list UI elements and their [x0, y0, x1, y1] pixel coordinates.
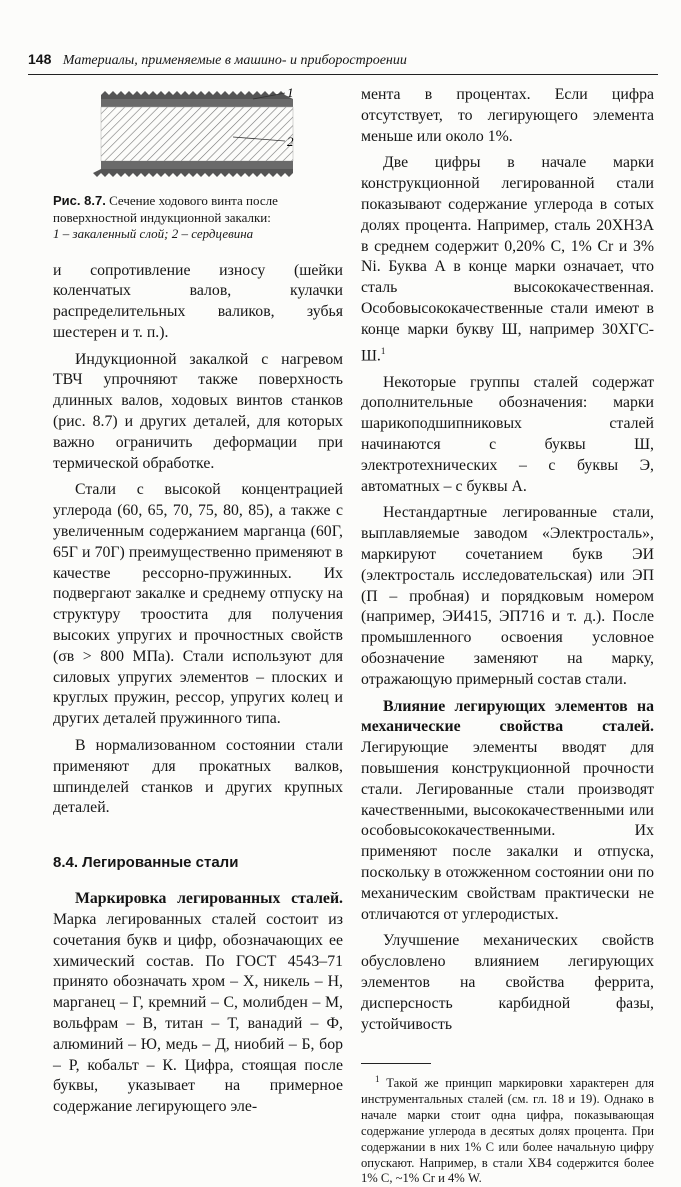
paragraph-heading: Влияние легирующих элементов на механические свойства сталей. — [361, 697, 654, 736]
paragraph — [361, 153, 654, 366]
paragraph: Стали с высокой концентрацией углерода (60, 65, 70, 75, 80, 85), а также с увеличенным содержанием марганца (60Г, 65Г и 70Г) преимущественно применяют в качестве рессорно-пружинных. Их подвергают закалке и среднему отпуску на структуру троостита для получения высоких упругих и прочностных свойств (σв > 800 МПа). Стали используют для силовых упругих элементов – плоских и круглых пружин, рессор, упругих колец и других деталей пружинного типа. — [53, 481, 343, 728]
core — [101, 107, 293, 161]
label-2: 2 — [287, 134, 294, 149]
figure-caption — [53, 193, 343, 243]
paragraph: мента в процентах. Если цифра отсутствует, то легирующего элемента меньше или около 1%. — [361, 86, 654, 145]
running-header — [28, 50, 658, 70]
paragraph: Некоторые группы сталей содержат дополнительные обозначения: марки шарикоподшипниковых сталей начинаются с буквы Ш, электротехнических – с буквы Э, автоматных – с буквы А. — [361, 373, 654, 495]
label-1: 1 — [287, 85, 294, 100]
paragraph: Улучшение механических свойств обусловлено влиянием легирующих элементов на свойства феррита, дисперсность карбидной фазы, устойчивость — [361, 932, 654, 1033]
paragraph-heading: Маркировка легированных сталей. — [75, 890, 343, 908]
paragraph-body: Две цифры в начале марки конструкционной легированной стали показывают содержание углерода в сотых долях процента. Например, сталь 20ХН3А в среднем содержит 0,20% С, 1% Cr и 3% Ni. Буква А в конце марки означает, что сталь высококачественная. Особовысококачественные стали имеют в конце марки букву Ш, например 30ХГС-Ш. — [361, 154, 654, 364]
paragraph-body: Марка легированных сталей состоит из сочетания букв и цифр, обозначающих ее химический состав. По ГОСТ 4543–71 принято обозначать хром – Х, никель – Н, марганец – Г, кремний – С, молибден – М, вольфрам – В, титан – Т, ванадий – Ф, алюминий – Ю, медь – Д, ниобий – Б, бор – Р, кобальт – К. Цифра, стоящая после буквы, указывает на примерное содержание легирующего эле- — [53, 911, 343, 1116]
thread-bottom — [93, 169, 293, 177]
figure-8-7 — [53, 85, 343, 193]
caption-legend: 1 – закаленный слой; 2 – сердцевина — [53, 226, 254, 241]
footnote-text: Такой же принцип маркировки характерен для инструментальных сталей (см. гл. 18 и 19). Однако в начале марки стоит одна цифра, показывающая содержание углерода в десятых долях процента. При содержании в них 1% С или более начальную цифру опускают. Например, в стали ХВ4 содержится более 1% С, ~1% Cr и 4% W. — [361, 1076, 654, 1186]
footnote-ref: 1 — [380, 345, 386, 356]
page-number: 148 — [28, 51, 52, 67]
paragraph — [53, 889, 343, 1118]
left-column — [53, 85, 343, 1118]
footnote-rule — [361, 1063, 431, 1064]
hardened-layer-top — [101, 99, 293, 107]
paragraph: В нормализованном состоянии стали применяют для прокатных валков, шпинделей станков и других крупных деталей. — [53, 737, 343, 817]
running-title: Материалы, применяемые в машино- и приборостроении — [62, 53, 407, 68]
caption-text: Сечение ходового винта после поверхностной индукционной закалки: — [53, 193, 278, 225]
hardened-layer-bottom — [101, 161, 293, 169]
thread-top — [101, 91, 293, 99]
footnote — [361, 1072, 654, 1187]
caption-number: Рис. 8.7. — [53, 193, 106, 208]
footnote-mark: 1 — [375, 1074, 380, 1085]
paragraph: Нестандартные легированные стали, выплавляемые заводом «Электросталь», маркируют сочетанием букв ЭИ (электросталь исследовательская) или ЭП (П – пробная) и порядковым номером (например, ЭИ415, ЭП716 и т. д.). После промышленного освоения условное обозначение заменяют на марку, отражающую примерный состав стали. — [361, 504, 654, 688]
header-rule — [28, 74, 658, 75]
paragraph: Индукционной закалкой с нагревом ТВЧ упрочняют также поверхность длинных валов, ходовых винтов станков (рис. 8.7) и других деталей, для которых важно ограничить деформации при термической обработке. — [53, 350, 343, 472]
right-column — [361, 85, 654, 1187]
paragraph: и сопротивление износу (шейки коленчатых валов, кулачки распределительных валиков, зубья шестерен и т. п.). — [53, 261, 343, 341]
paragraph-body: Легирующие элементы вводят для повышения конструкционной прочности стали. Легированные стали производят качественными, высококачественными или особовысококачественными. Их применяют после закалки и отпуска, поскольку в отожженном состоянии они по механическим свойствам практически не отличаются от углеродистых. — [361, 739, 654, 923]
paragraph — [361, 697, 654, 926]
section-heading: 8.4. Легированные стали — [53, 854, 239, 872]
screw-section-diagram — [53, 85, 343, 193]
